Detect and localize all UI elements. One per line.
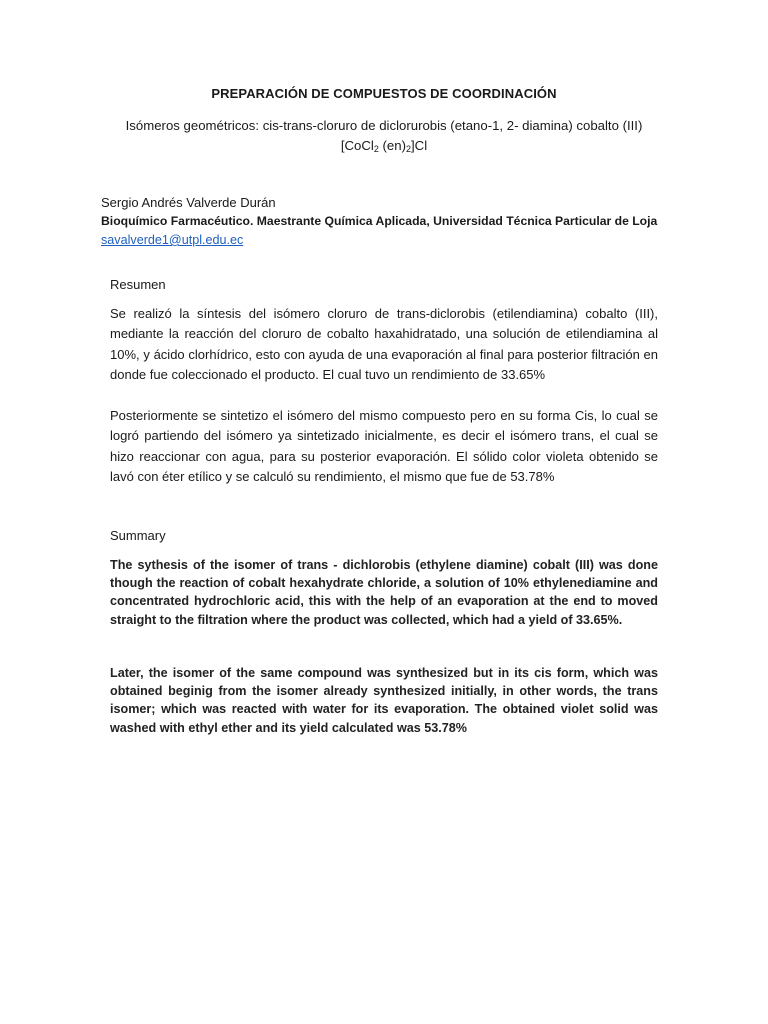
author-block (101, 193, 681, 250)
document-subtitle (90, 116, 678, 159)
chemical-formula (90, 136, 678, 159)
author-affiliation: Bioquímico Farmacéutico. Maestrante Química Aplicada, Universidad Técnica Particular de Loja (101, 214, 658, 228)
formula-subscript: 2 (405, 144, 411, 154)
resumen-paragraph-2: Posteriormente se sintetizo el isómero del mismo compuesto pero en su forma Cis, lo cual se logró partiendo del isómero ya sintetizado inicialmente, es decir el isómero trans, el cual se hizo reaccionar con agua, para su posterior evaporación. El sólido color violeta obtenido se lavó con éter etílico y se calculó su rendimiento, el mismo que fue de 53.78% (110, 408, 658, 484)
formula-part: ]Cl (411, 138, 428, 153)
resumen-heading: Resumen (110, 277, 166, 292)
author-name: Sergio Andrés Valverde Durán (101, 195, 276, 210)
resumen-paragraph-1: Se realizó la síntesis del isómero cloruro de trans-diclorobis (etilendiamina) cobalto (III), mediante la reacción del cloruro de cobalto haxahidratado, una solución de etilendiamina al 10%, y ácido clorhídrico, esto con ayuda de una evaporación al final para posterior filtración en donde fue coleccionado el producto. El cual tuvo un rendimiento de 33.65% (110, 306, 658, 382)
document-title: PREPARACIÓN DE COMPUESTOS DE COORDINACIÓN (211, 86, 557, 101)
formula-part: (en) (378, 138, 406, 153)
author-email-link[interactable]: savalverde1@utpl.edu.ec (101, 233, 244, 247)
summary-paragraph-2: Later, the isomer of the same compound was synthesized but in its cis form, which was obtained beginig from the isomer already synthesized initially, in other words, the trans isomer; which was reacted with water for its evaporation. The obtained violet solid was washed with ethyl ether and its yield calculated was 53.78% (110, 666, 658, 735)
formula-part: [CoCl (340, 138, 374, 153)
subtitle-line: Isómeros geométricos: cis-trans-cloruro de diclorurobis (etano-1, 2- diamina) cobalto (III) (125, 118, 643, 133)
summary-paragraph-1: The sythesis of the isomer of trans - dichlorobis (ethylene diamine) cobalt (III) was done though the reaction of cobalt hexahydrate chloride, a solution of 10% ethylenediamine and concentrated hydrochloric acid, this with the help of an evaporation at the end to moved straight to the filtration where the product was collected, which had a yield of 33.65%. (110, 558, 658, 627)
formula-subscript: 2 (373, 144, 379, 154)
summary-heading: Summary (110, 528, 166, 543)
